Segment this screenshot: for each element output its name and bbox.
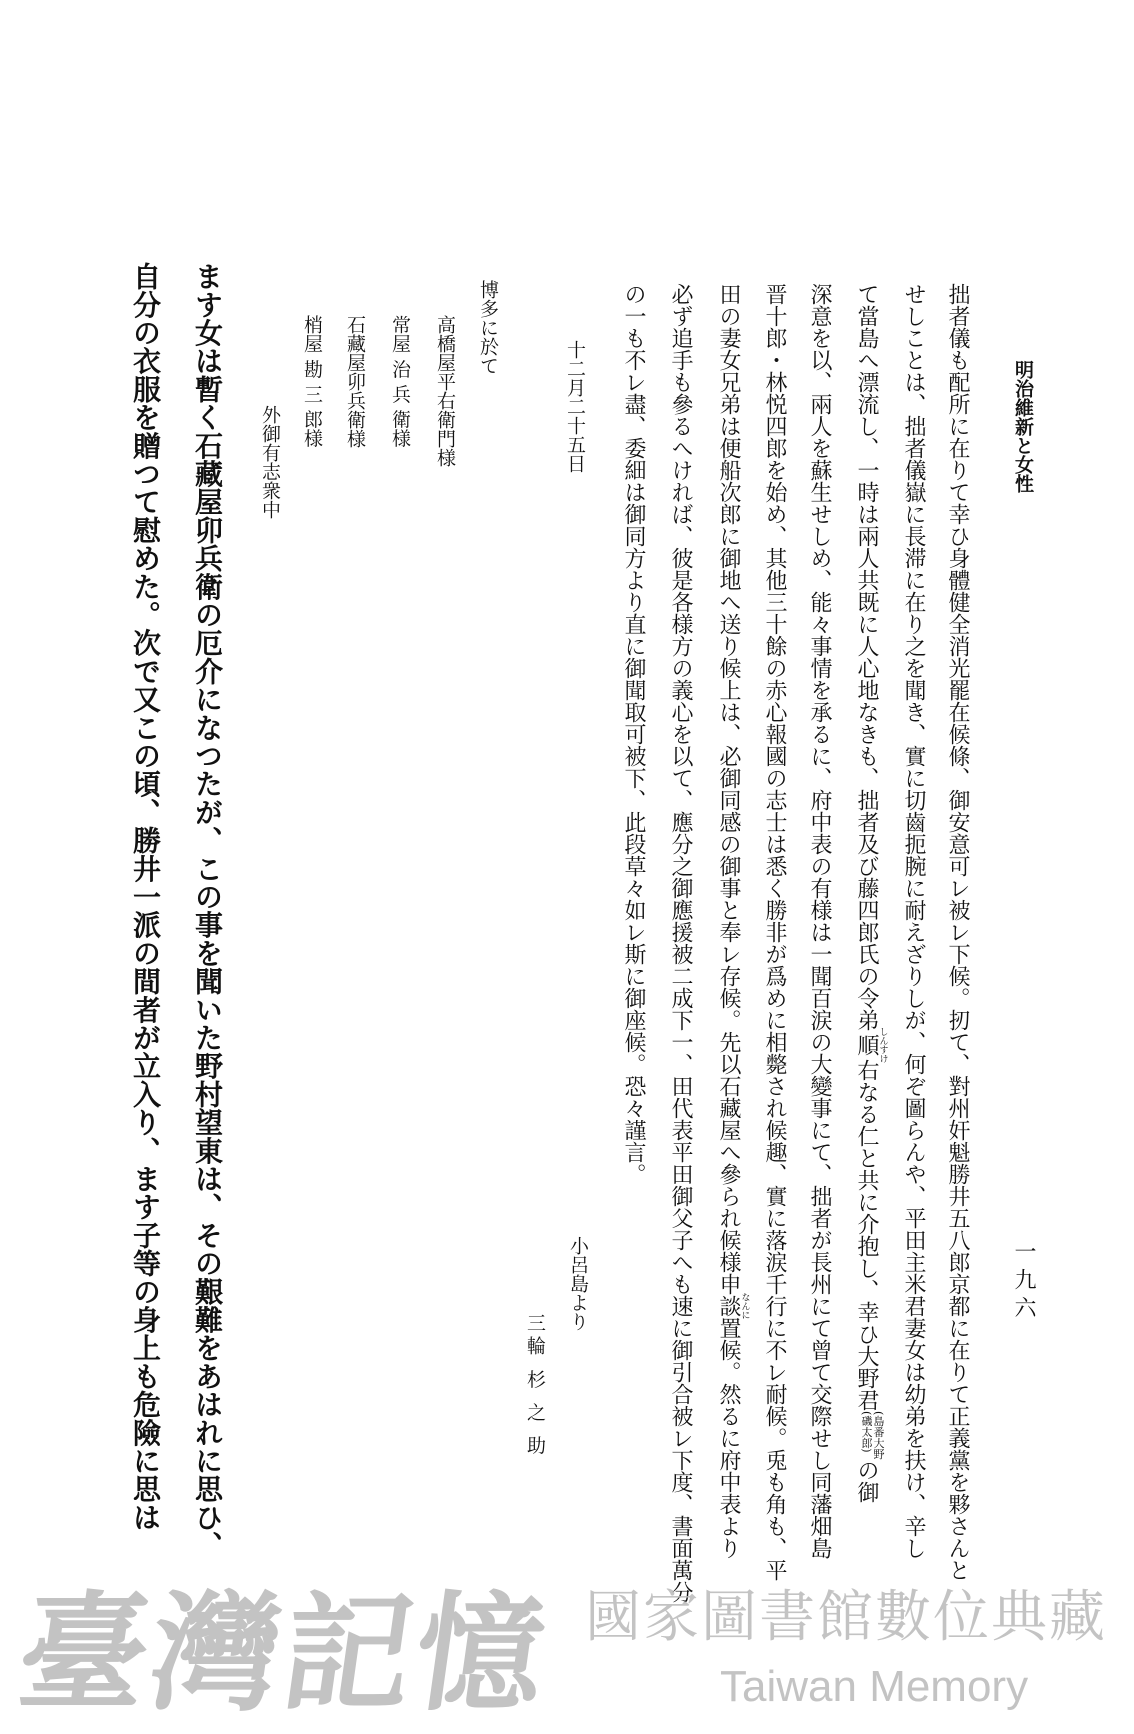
ruby-annotation xyxy=(716,1292,750,1320)
ruby-annotation xyxy=(854,1027,888,1063)
recipient: 常屋 治 兵 衛様 xyxy=(389,315,411,448)
body-paragraph-line: ます女は暫く石藏屋卯兵衛の厄介になつたが、この事を聞いた野村望東は、その艱難をあはれに思ひ、 xyxy=(191,262,224,1560)
body-paragraph-line: 自分の衣服を贈つて慰めた。次で又この頃、勝井一派の間者が立入り、ます子等の身上も危險に思は xyxy=(129,262,162,1531)
recipients-others: 外御有志衆中 xyxy=(259,405,281,519)
address-place: 博多に於て xyxy=(477,280,499,375)
letter-line xyxy=(669,283,691,1603)
text-segment: て當島へ漂流し、一時は兩人共既に人心地なきも、拙者及び藤四郎氏の令弟 xyxy=(854,283,879,1031)
letter-date: 十二月二十五日 xyxy=(564,340,586,473)
sender-place: 小呂島より xyxy=(567,1236,589,1331)
watermark-english: Taiwan Memory xyxy=(720,1662,1029,1711)
watermark-calligraphy: 臺灣記憶 xyxy=(9,1579,559,1729)
recipient: 高橋屋平右衛門様 xyxy=(434,315,456,467)
ruby-text: しんすけ xyxy=(877,1027,888,1063)
text-segment: 拙者儀も配所に在りて幸ひ身體健全消光罷在候條、御安意可レ被レ下候。扨て、對州奸魁勝井五八郎京都に在りて正義黨を夥さんと xyxy=(945,283,970,1581)
text-segment: 置候。然るに府中表より xyxy=(716,1317,741,1559)
text-segment: せしことは、拙者儀嶽に長滞に在り之を聞き、實に切齒扼腕に耐えざりしが、何ぞ圖らんや、平田主米君妻女は幼弟を扶け、辛し xyxy=(901,283,926,1559)
letter-line xyxy=(902,283,924,1559)
text-segment: 深意を以、兩人を蘇生せしめ、能々事情を承るに、府中表の有様は一聞百涙の大變事にて、拙者が長州にて曾て交際せし同藩畑島 xyxy=(807,283,832,1559)
text-segment: 田の妻女兄弟は便船次郎に御地へ送り候上は、必御同感の御事と奉レ存候。先以石藏屋へ參られ候様申 xyxy=(716,283,741,1295)
text-segment: 右なる仁と共に介抱し、幸ひ大野君 xyxy=(854,1059,879,1411)
text-segment: 必ず追手も參るへければ、彼是各様方の義心を以て、應分之御應援被二成下一、田代表平田御父子へも速に御引合被レ下度、書面萬分 xyxy=(668,283,693,1603)
text-segment: の御 xyxy=(854,1459,879,1504)
letter-line xyxy=(763,283,785,1581)
running-header-title: 明治維新と女性 xyxy=(1012,360,1034,493)
recipient: 梢屋 勘 三 郎様 xyxy=(301,315,323,448)
sender-name: 三輪 杉 之 助 xyxy=(524,1313,546,1459)
recipient: 石藏屋卯兵衛様 xyxy=(344,315,366,448)
inline-note-line: (磯太郎) xyxy=(860,1411,873,1453)
letter-line xyxy=(808,283,830,1559)
text-segment: 晋十郎・林悦四郎を始め、其他三十餘の赤心報國の志士は悉く勝非が爲めに相斃され候趣、實に落涙千行に不レ耐候。兎も角も、平 xyxy=(762,283,787,1581)
ruby-base: 談 xyxy=(716,1292,741,1320)
text-segment: の一も不レ盡、委細は御同方より直に御聞取可被下、此段草々如レ斯に御座候。恐々謹言。 xyxy=(621,283,646,1185)
inline-note-line: (島番大野 xyxy=(872,1411,885,1460)
ruby-base: 順 xyxy=(854,1027,879,1063)
letter-line xyxy=(855,283,888,1503)
ruby-text: なんに xyxy=(739,1292,750,1320)
letter-line xyxy=(717,283,750,1559)
letter-line xyxy=(946,283,968,1581)
page-number: 一九六 xyxy=(1011,1240,1036,1324)
letter-line xyxy=(622,283,644,1185)
watermark-library-name: 國家圖書館數位典藏 xyxy=(585,1585,1107,1650)
inline-note xyxy=(860,1411,884,1459)
